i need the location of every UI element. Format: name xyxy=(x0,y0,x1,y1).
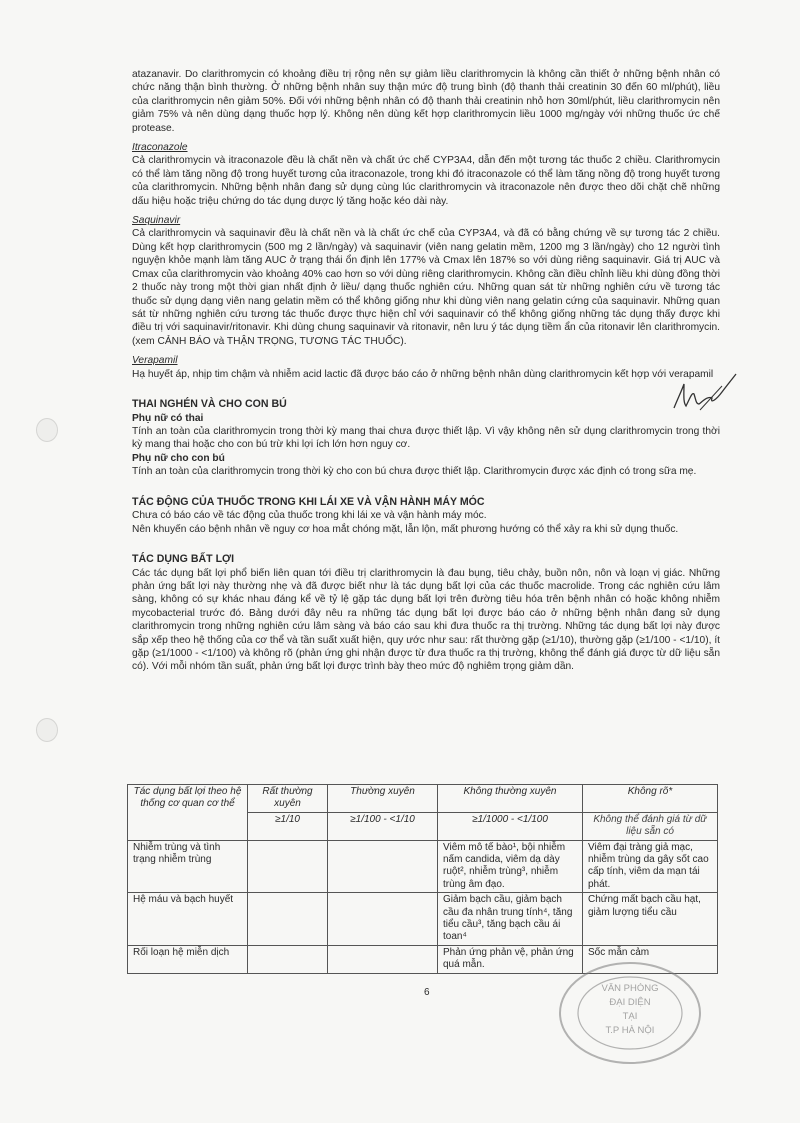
freq-uncommon: ≥1/1000 - <1/100 xyxy=(438,812,583,840)
table-row xyxy=(128,893,718,946)
cell-unknown: Sốc mẫn cảm xyxy=(583,945,718,973)
cell-common xyxy=(328,893,438,946)
itraconazole-text: Cả clarithromycin và itraconazole đều là chất nền và chất ức chế CYP3A4, dẫn đến một tương tác thuốc 2 chiều. Clarithromycin có thể làm tăng nồng độ trong huyết tương của itraconazole, trong khi đó itraconazole có thể làm tăng nồng độ trong huyết tương của clarithromycin. Những bệnh nhân đang sử dụng cùng lúc clarithromycin và itraconazole nên được theo dõi chặt chẽ những dấu hiệu hoặc triệu chứng do tác dụng dược lý tăng hoặc kéo dài này. xyxy=(132,155,720,207)
cell-unknown: Viêm đại tràng giả mạc, nhiễm trùng da gây sốt cao cấp tính, viêm da mạn tái phát. xyxy=(583,840,718,893)
signature xyxy=(670,370,740,418)
saquinavir-text: Cả clarithromycin và saquinavir đều là chất nền và là chất ức chế của CYP3A4, và đã có bằng chứng về sự tương tác 2 chiều. Dùng kết hợp clarithromycin (500 mg 2 lần/ngày) và saquinavir (viên nang gelatin mềm, 1200 mg 3 lần/ngày) cho 12 người tình nguyện khỏe mạnh làm tăng AUC ở trạng thái ổn định lên 177% và Cmax lên 187% so với dùng riêng saquinavir. Giá trị AUC và Cmax của clarithromycin vào khoảng 40% cao hơn so với dùng riêng clarithromycin. Không cần điều chỉnh liều khi dùng đồng thời 2 thuốc này trong một thời gian nhất định ở liều/ dạng thuốc nghiên cứu. Những quan sát từ những nghiên cứu về tương tác thuốc sử dụng dạng viên nang gelatin mềm có thể không giống như khi dùng viên nang gelatin cứng của saquinavir. Những quan sát từ những nghiên cứu tương tác thuốc được thực hiện chỉ với saquinavir có thể không giống những tác dụng thấy được khi điều trị với saquinavir/ritonavir. Khi dùng chung saquinavir và ritonavir, nên lưu ý tác dụng tiềm ẩn của ritonavir lên clarithromycin. (xem CẢNH BÁO và THẬN TRỌNG, TƯƠNG TÁC THUỐC). xyxy=(132,228,720,347)
cell-uncommon: Viêm mô tế bào¹, bội nhiễm nấm candida, viêm dạ dày ruột², nhiễm trùng³, nhiễm trùng âm đạo. xyxy=(438,840,583,893)
driving-title: TÁC ĐỘNG CỦA THUỐC TRONG KHI LÁI XE VÀ VẬN HÀNH MÁY MÓC xyxy=(132,495,485,508)
freq-unknown: Không thể đánh giá từ dữ liệu sẵn có xyxy=(583,812,718,840)
driving-text-1: Chưa có báo cáo về tác động của thuốc trong khi lái xe và vận hành máy móc. xyxy=(132,510,487,522)
pregnant-women-heading: Phụ nữ có thai xyxy=(132,412,204,424)
table-header-row xyxy=(128,785,718,813)
page-content xyxy=(132,68,720,674)
nursing-women-heading: Phụ nữ cho con bú xyxy=(132,452,225,464)
pregnant-women-text: Tính an toàn của clarithromycin trong thời kỳ mang thai chưa được thiết lập. Vì vậy không nên sử dụng clarithromycin trong thời kỳ mang thai hoặc cho con bú trừ khi lợi ích lớn hơn nguy cơ. xyxy=(132,425,720,451)
header-unknown: Không rõ* xyxy=(583,785,718,813)
cell-uncommon: Giảm bạch cầu, giảm bạch cầu đa nhân trung tính⁴, tăng tiểu cầu³, tăng bạch cầu ái toan⁴ xyxy=(438,893,583,946)
nursing-women-text: Tính an toàn của clarithromycin trong thời kỳ cho con bú chưa được thiết lập. Clarithromycin được xác định có trong sữa mẹ. xyxy=(132,466,697,478)
punch-hole-bottom xyxy=(36,718,58,742)
cell-common xyxy=(328,945,438,973)
header-common: Thường xuyên xyxy=(328,785,438,813)
freq-common: ≥1/100 - <1/10 xyxy=(328,812,438,840)
stamp-line-4: T.P HÀ NỘI xyxy=(605,1025,655,1036)
cell-uncommon: Phản ứng phản vệ, phản ứng quá mẫn. xyxy=(438,945,583,973)
cell-very-common xyxy=(248,840,328,893)
verapamil-text: Hạ huyết áp, nhịp tim chậm và nhiễm acid lactic đã được báo cáo ở những bệnh nhân dùng clarithromycin kết hợp với verapamil xyxy=(132,368,714,380)
pregnancy-title: THAI NGHÉN VÀ CHO CON BÚ xyxy=(132,397,287,410)
header-very-common: Rất thường xuyên xyxy=(248,785,328,813)
cell-very-common xyxy=(248,945,328,973)
page-number: 6 xyxy=(424,987,430,998)
stamp-line-3: TẠI xyxy=(622,1011,638,1022)
stamp-line-1: VĂN PHÒNG xyxy=(601,983,659,994)
saquinavir-heading: Saquinavir xyxy=(132,215,181,227)
office-stamp xyxy=(555,958,705,1068)
cell-organ: Nhiễm trùng và tình trạng nhiễm trùng xyxy=(128,840,248,893)
header-organ: Tác dụng bất lợi theo hệ thống cơ quan cơ thể xyxy=(128,785,248,841)
adverse-title: TÁC DỤNG BẤT LỢI xyxy=(132,552,235,565)
cell-organ: Hệ máu và bạch huyết xyxy=(128,893,248,946)
adverse-effects-table xyxy=(127,784,718,974)
header-uncommon: Không thường xuyên xyxy=(438,785,583,813)
cell-unknown: Chứng mất bạch cầu hạt, giảm lượng tiểu cầu xyxy=(583,893,718,946)
punch-hole-top xyxy=(36,418,58,442)
verapamil-heading: Verapamil xyxy=(132,355,178,367)
cell-common xyxy=(328,840,438,893)
itraconazole-heading: Itraconazole xyxy=(132,142,188,154)
driving-text-2: Nên khuyến cáo bệnh nhân về nguy cơ hoa mắt chóng mặt, lẫn lộn, mất phương hướng có thể xảy ra khi sử dụng thuốc. xyxy=(132,523,679,535)
freq-very-common: ≥1/10 xyxy=(248,812,328,840)
table-row xyxy=(128,840,718,893)
intro-paragraph: atazanavir. Do clarithromycin có khoảng điều trị rộng nên sự giảm liều clarithromycin là không cần thiết ở những bệnh nhân có chức năng thận bình thường. Ở những bệnh nhân suy thận mức độ trung bình (độ thanh thải creatinin 30 đến 60 ml/phút), liều của clarithromycin nên giảm 50%. Đối với những bệnh nhân có độ thanh thải creatinin nhỏ hơn 30ml/phút, liều clarithromycin nên giảm 75% và nên dùng dạng thuốc hợp lý. Không nên dùng kết hợp clarithromycin liều 1000 mg/ngày với những thuốc ức chế protease. xyxy=(132,69,720,134)
stamp-line-2: ĐẠI DIỆN xyxy=(609,997,651,1008)
adverse-text: Các tác dụng bất lợi phổ biến liên quan tới điều trị clarithromycin là đau bụng, tiêu chảy, buồn nôn, nôn và loạn vị giác. Những phản ứng bất lợi này thường nhẹ và đã được biết như là tác dụng bất lợi của các thuốc macrolide. Trong các nghiên cứu lâm sàng, không có sự khác nhau đáng kể về tỷ lệ gặp tác dụng bất lợi trên đường tiêu hóa trên bệnh nhân có hoặc không nhiễm mycobacterial trước đó. Bảng dưới đây nêu ra những tác dụng bất lợi được báo cáo ở những bệnh nhân đang sử dụng clarithromycin trong những nghiên cứu lâm sàng và báo cáo sau khi đưa thuốc ra thị trường. Những tác dụng bất lợi này được sắp xếp theo hệ thống của cơ thể và tần suất xuất hiện, quy ước như sau: rất thường gặp (≥1/10), thường gặp (≥1/100 - <1/10), ít gặp (≥1/1000 - <1/100) và không rõ (phản ứng ghi nhận được từ đưa thuốc ra thị trường, không thể đánh giá được từ dữ liệu sẵn có). Với mỗi nhóm tần suất, phản ứng bất lợi được trình bày theo mức độ nghiêm trọng giảm dần. xyxy=(132,567,720,673)
cell-organ: Rối loạn hệ miễn dịch xyxy=(128,945,248,973)
cell-very-common xyxy=(248,893,328,946)
